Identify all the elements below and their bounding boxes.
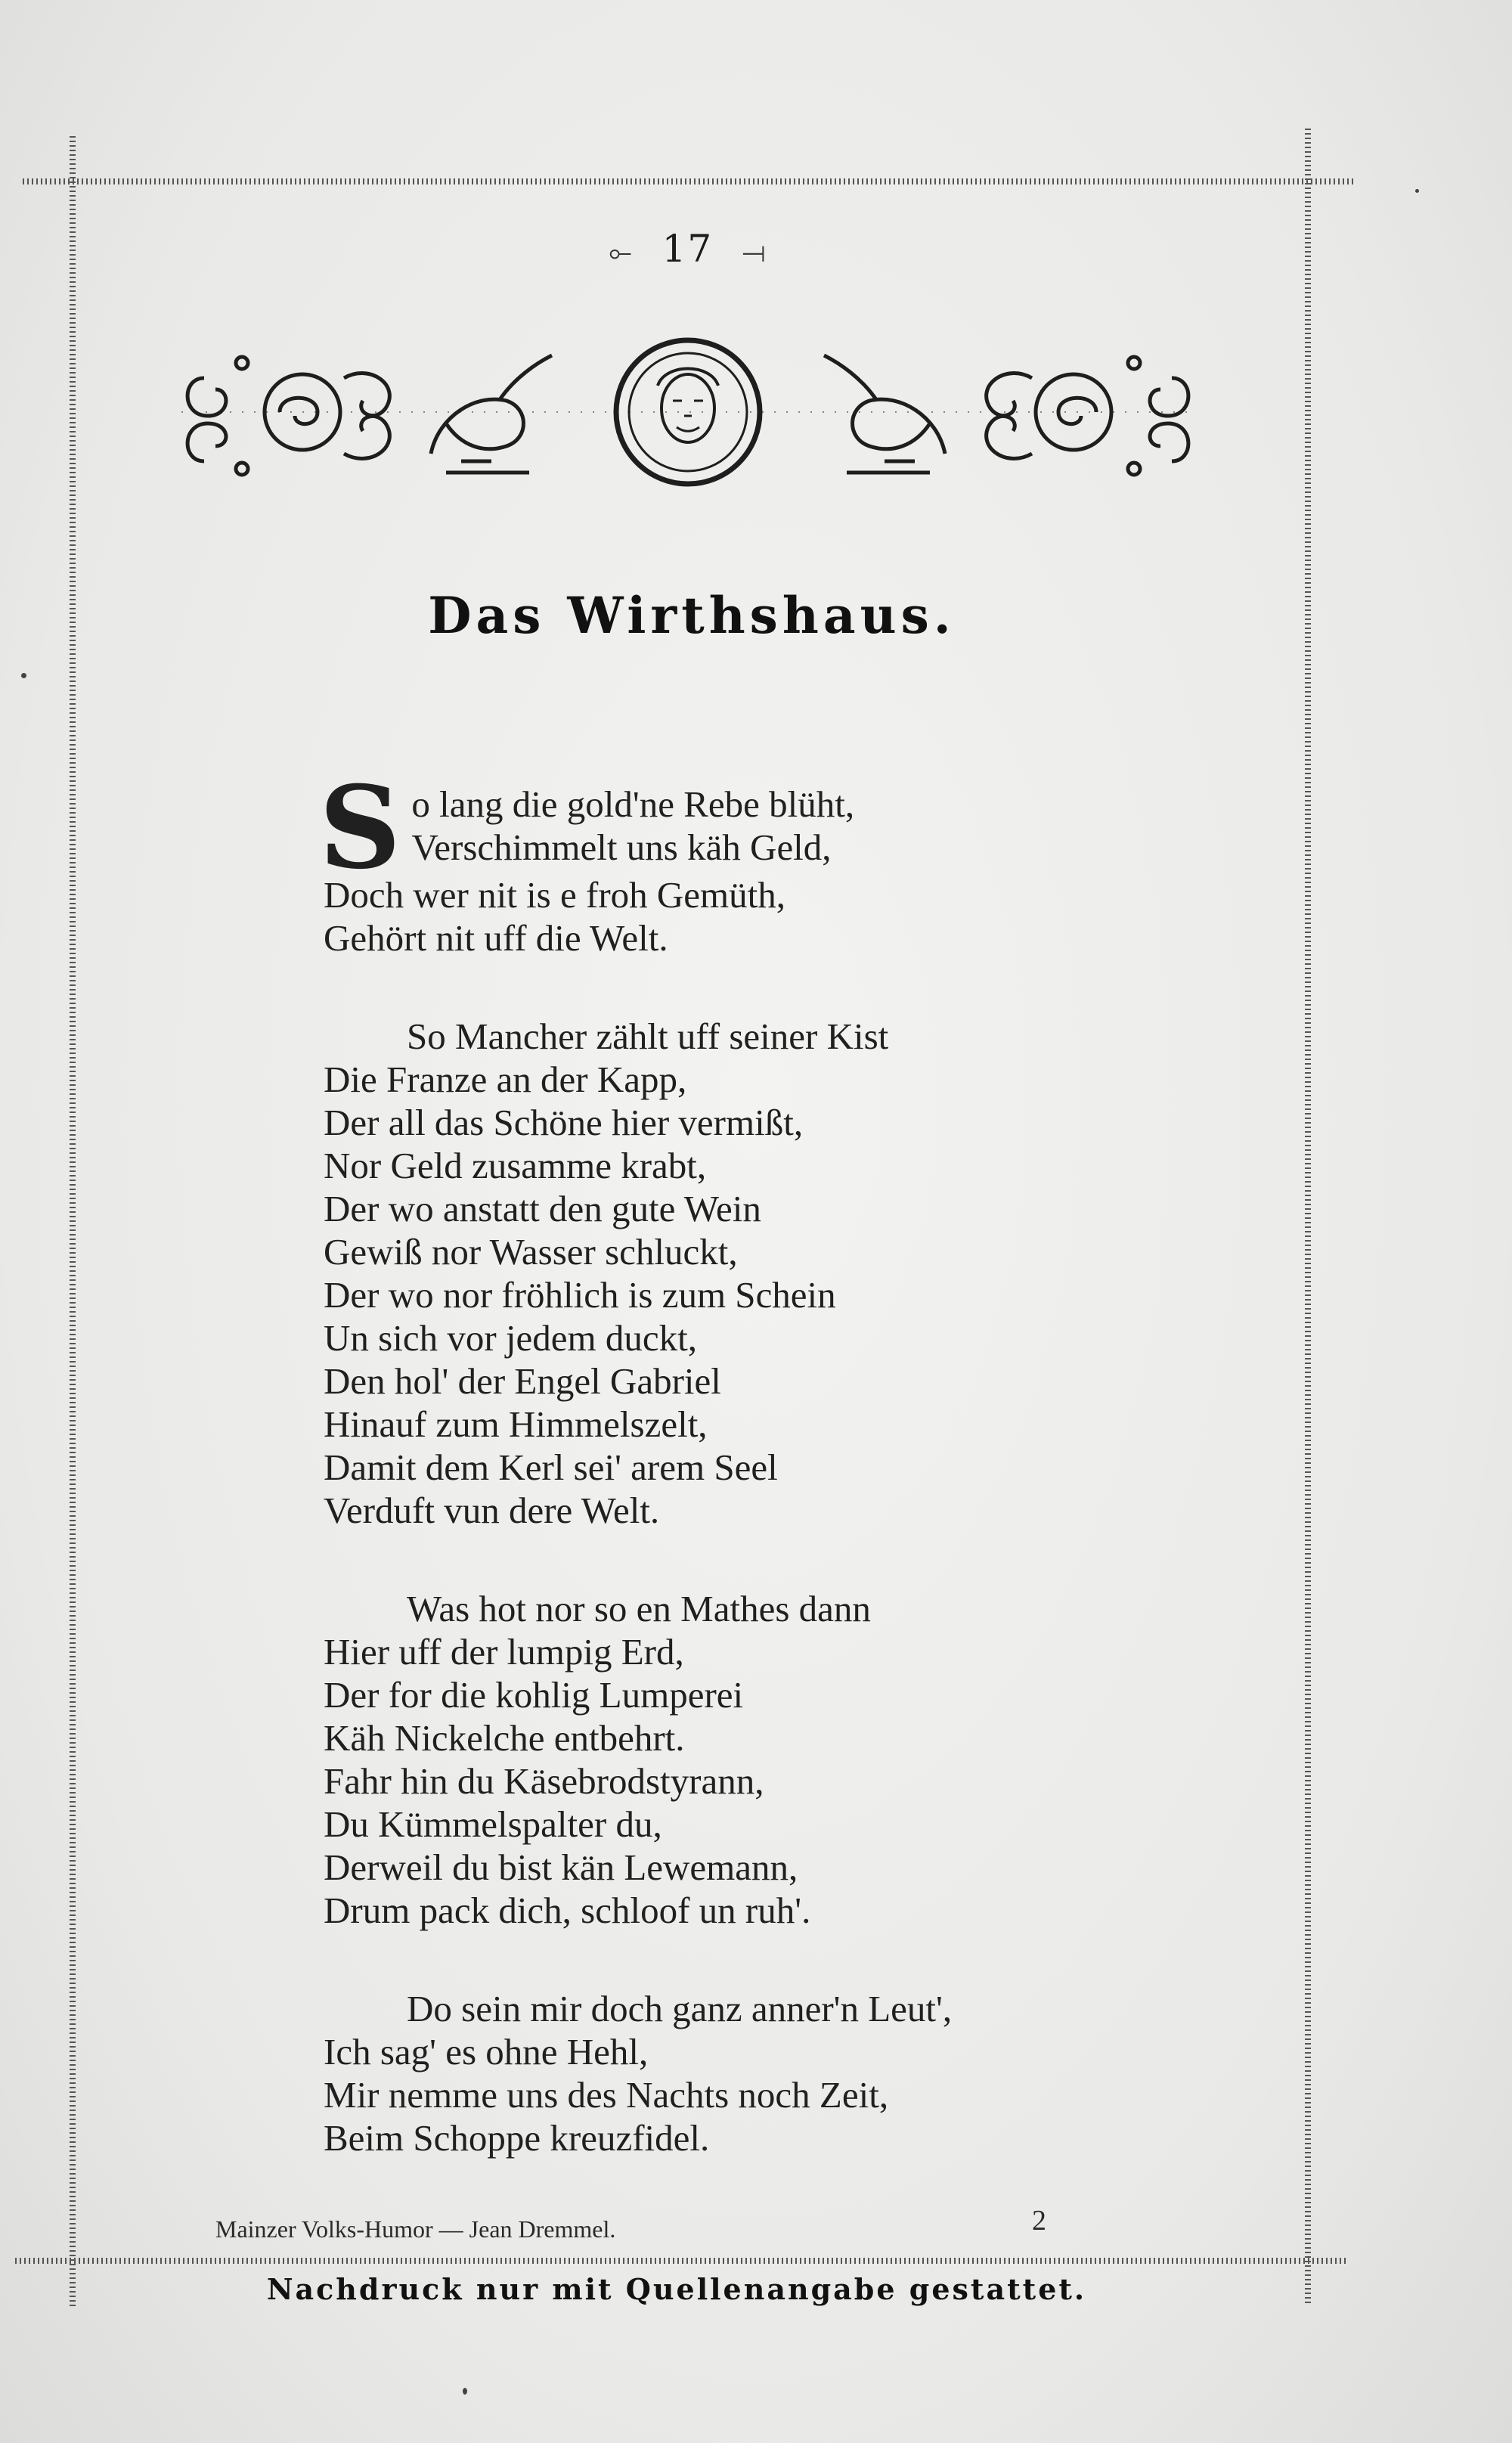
poem-line: Den hol' der Engel Gabriel xyxy=(324,1360,721,1402)
poem-title: Das Wirthshaus. xyxy=(428,586,956,645)
poem-line: Gehört nit uff die Welt. xyxy=(324,917,668,959)
poem-line: Du Kümmelspalter du, xyxy=(324,1803,662,1845)
poem-line: Hinauf zum Himmelszelt, xyxy=(324,1403,708,1445)
poem-line: Der wo anstatt den gute Wein xyxy=(324,1188,761,1229)
poem-line: So Mancher zählt uff seiner Kist xyxy=(407,1015,889,1057)
poem-line: Drum pack dich, schloof un ruh'. xyxy=(324,1890,811,1931)
poem-line: Do sein mir doch ganz anner'n Leut', xyxy=(407,1988,953,2029)
poem-line: Die Franze an der Kapp, xyxy=(324,1059,687,1100)
poem-body xyxy=(319,761,1155,2215)
poem-line: Verschimmelt uns käh Geld, xyxy=(411,826,832,868)
page-number-ornament-right: ⟞ xyxy=(742,235,767,268)
poem-line: Un sich vor jedem duckt, xyxy=(324,1317,697,1359)
left-frame-rule xyxy=(70,136,76,2306)
poem-line: Doch wer nit is e froh Gemüth, xyxy=(324,874,785,916)
print-speck xyxy=(463,2388,467,2395)
poem-line: Nor Geld zusamme krabt, xyxy=(324,1145,707,1186)
poem-line: Der wo nor fröhlich is zum Schein xyxy=(324,1274,836,1316)
poem-line: Mir nemme uns des Nachts noch Zeit, xyxy=(324,2074,889,2116)
right-frame-rule xyxy=(1305,129,1311,2306)
drop-cap: S xyxy=(319,761,401,894)
poem-line: Der all das Schöne hier vermißt, xyxy=(324,1102,804,1143)
footer-signature-mark: 2 xyxy=(1032,2205,1046,2237)
print-speck xyxy=(1415,189,1419,193)
poem-line: Der for die kohlig Lumperei xyxy=(324,1674,744,1716)
top-frame-rule xyxy=(23,178,1353,184)
poem-line: Hier uff der lumpig Erd, xyxy=(324,1631,684,1673)
page-number-ornament-left: ⟜ xyxy=(609,235,634,268)
stanza-1 xyxy=(319,761,1155,960)
footer-source: Mainzer Volks-Humor — Jean Dremmel. xyxy=(215,2215,616,2243)
stanza-4 xyxy=(324,1987,1155,2159)
page-number-value: 17 xyxy=(662,227,714,271)
poem-line: Beim Schoppe kreuzfidel. xyxy=(324,2117,710,2159)
reprint-notice: Nachdruck nur mit Quellenangabe gestattet. xyxy=(266,2272,1087,2306)
page-number xyxy=(0,227,1376,271)
poem-line: Verduft vun dere Welt. xyxy=(324,1490,660,1531)
poem-line: Ich sag' es ohne Hehl, xyxy=(324,2031,649,2073)
poem-line: Derweil du bist kän Lewemann, xyxy=(324,1846,798,1888)
poem-line: o lang die gold'ne Rebe blüht, xyxy=(411,783,855,825)
bottom-frame-rule xyxy=(15,2258,1346,2264)
poem-line: Fahr hin du Käsebrodstyrann, xyxy=(324,1760,764,1802)
poem-line: Gewiß nor Wasser schluckt, xyxy=(324,1231,738,1273)
stanza-3 xyxy=(324,1587,1155,1932)
print-speck xyxy=(21,673,26,678)
ornamental-vignette-icon xyxy=(174,333,1202,491)
poem-line: Was hot nor so en Mathes dann xyxy=(407,1588,871,1629)
stanza-2 xyxy=(324,1015,1155,1532)
poem-line: Käh Nickelche entbehrt. xyxy=(324,1717,685,1759)
poem-line: Damit dem Kerl sei' arem Seel xyxy=(324,1446,778,1488)
